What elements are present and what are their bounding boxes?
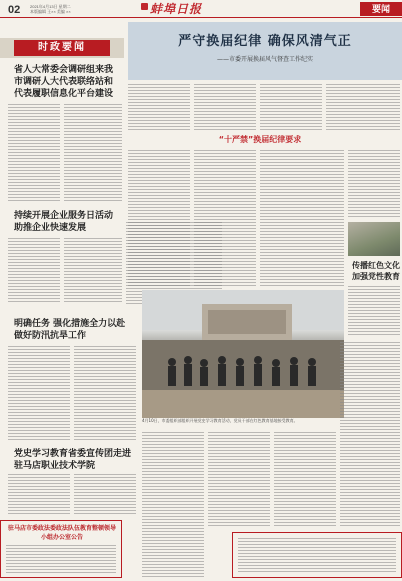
article-headline-2: 持续开展企业服务日活动助推企业快速发展 (14, 211, 114, 233)
feature-body-3 (260, 84, 322, 130)
header-rule (0, 17, 402, 18)
side-photo (348, 222, 400, 256)
notice-box-body (238, 538, 396, 574)
article-body-4a (8, 474, 70, 516)
article-body-3b (74, 346, 136, 440)
announcement-body (6, 545, 116, 575)
feature-title: 严守换届纪律 确保风清气正 (178, 34, 352, 49)
feature-body-4 (326, 84, 400, 130)
lower-body-3 (274, 432, 336, 528)
article-headline-3: 明确任务 强化措施全力以赴做好防汛抗旱工作 (14, 319, 126, 341)
lower-body-2 (208, 432, 270, 528)
column-banner: 时政要闻 (14, 40, 110, 56)
feature-body-8 (348, 150, 400, 218)
masthead: 蚌埠日报 (150, 2, 203, 16)
feature-body-7 (260, 150, 344, 286)
page-number: 02 (8, 4, 21, 16)
photo-caption: 4月10日，市委组织部组织开展党史学习教育活动，党员干部在红色教育基地接受教育。 (142, 418, 298, 423)
feature-body-6 (194, 150, 256, 286)
announcement-title: 驻马店市委政法委政法队伍教育整顿领导小组办公室公告 (7, 525, 116, 541)
issue-date: 2021年4月13日 星期二 本版编辑 王×× 美编 ×× (30, 4, 71, 14)
article-headline-4: 党史学习教育省委宣传团走进驻马店职业技术学院 (14, 449, 132, 471)
article-body-1b (64, 104, 122, 202)
lower-body-4 (340, 342, 400, 528)
section-tag: 要闻 (360, 2, 402, 16)
lower-body-1 (142, 432, 204, 578)
feature-sub-headline: “十严禁”换届纪律要求 (218, 135, 302, 144)
article-headline-1: 省人大常委会调研组来我市调研人大代表联络站和代表履职信息化平台建设 (14, 65, 114, 99)
side-article-title: 传播红色文化加强党性教育 (352, 261, 400, 281)
feature-body-2 (194, 84, 256, 130)
side-article-body (348, 286, 400, 336)
article-body-2a (8, 238, 60, 304)
news-photo (142, 290, 344, 418)
article-body-3a (8, 346, 70, 440)
masthead-logo-mark (141, 3, 148, 10)
article-body-2b (64, 238, 122, 304)
feature-body-5 (128, 150, 190, 286)
article-body-1a (8, 104, 60, 202)
feature-body-1 (128, 84, 190, 130)
article-body-4b (74, 474, 136, 516)
feature-subtitle: ——市委开展换届风气督查工作纪实 (216, 56, 313, 63)
